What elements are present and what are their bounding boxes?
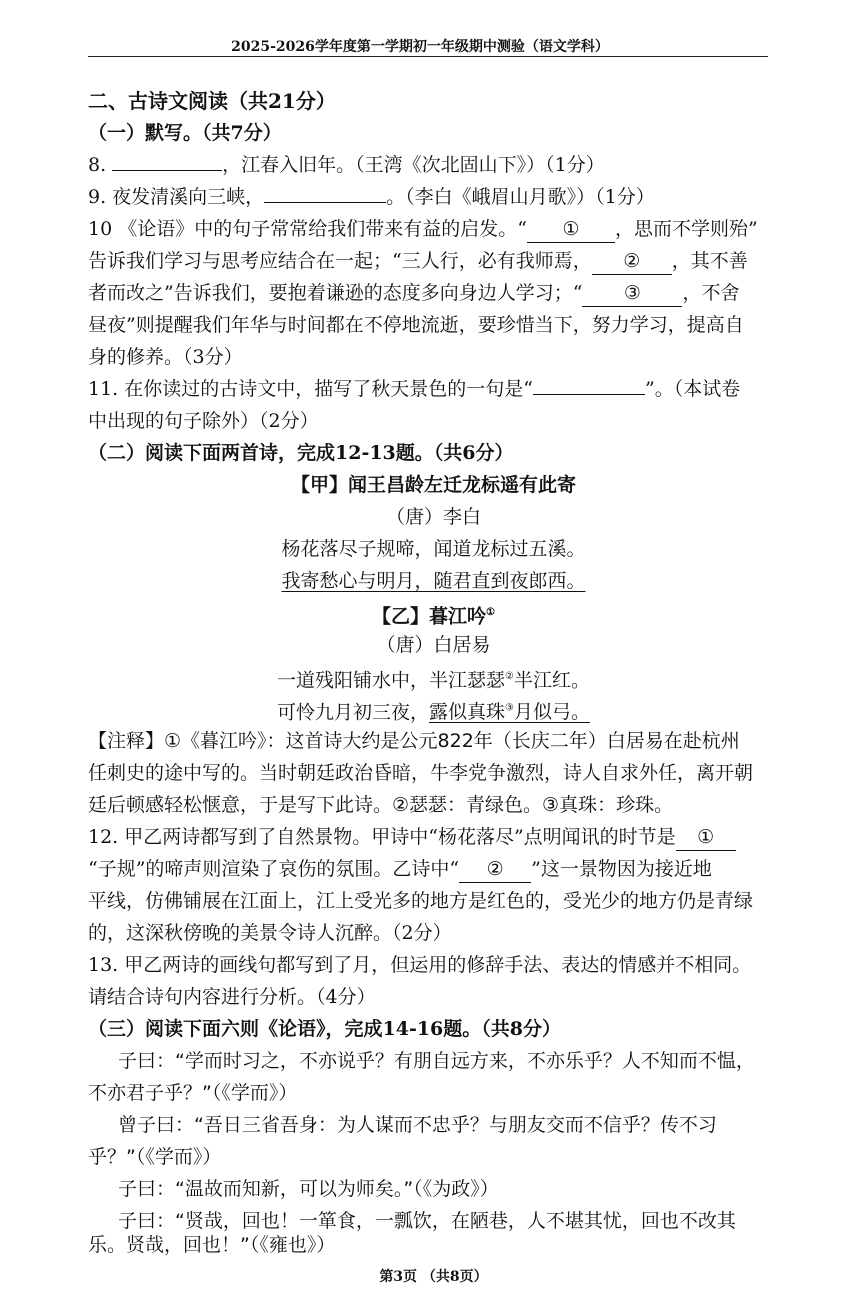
question-8: 8. ，江春入旧年。（王湾《次北固山下》）（1分）: [88, 154, 605, 176]
question-12-line4: 的，这深秋傍晚的美景令诗人沉醉。（2分）: [88, 922, 452, 944]
analects-1-line2: 不亦君子乎？”（《学而》）: [88, 1082, 298, 1104]
poem-a-author: （唐）李白: [385, 506, 481, 528]
page-footer: 第3页 （共8页）: [379, 1269, 488, 1285]
poem-b-author: （唐）白居易: [376, 634, 491, 656]
question-9: 9. 夜发清溪向三峡， 。（李白《峨眉山月歌》）（1分）: [88, 186, 655, 208]
question-12-line2: “子规”的啼声则渲染了哀伤的氛围。乙诗中“ ② ”这一景物因为接近地: [88, 856, 712, 883]
poem-b-line2: 可怜九月初三夜，露似真珠③月似弓。: [276, 701, 590, 724]
answer-blank[interactable]: [533, 394, 645, 395]
note-line3: 廷后顿感轻松惬意，于是写下此诗。②瑟瑟：青绿色。③真珠：珍珠。: [88, 794, 674, 816]
answer-blank-2[interactable]: ②: [592, 248, 672, 275]
question-10-line1: 10 《论语》中的句子常常给我们带来有益的启发。“ ① ，思而不学则殆”: [88, 216, 758, 243]
analects-4-line1: 子曰：“贤哉，回也！一箪食，一瓢饮，在陋巷，人不堪其忧，回也不改其: [118, 1210, 736, 1232]
question-11-line2: 中出现的句子除外）（2分）: [88, 410, 319, 432]
question-12-line1: 12. 甲乙两诗都写到了自然景物。甲诗中“杨花落尽”点明闻讯的时节是 ①: [88, 824, 736, 851]
question-11-line1: 11. 在你读过的古诗文中，描写了秋天景色的一句是“ ”。（本试卷: [88, 378, 741, 400]
analects-2-line2: 乎？”（《学而》）: [88, 1146, 222, 1168]
poem-a-line1: 杨花落尽子规啼，闻道龙标过五溪。: [281, 538, 586, 560]
analects-3-line1: 子曰：“温故而知新，可以为师矣。”（《为政》）: [118, 1178, 499, 1200]
analects-4-line2: 乐。贤哉，回也！”（《雍也》）: [88, 1234, 336, 1256]
poem-a-title: 【甲】闻王昌龄左迁龙标遥有此寄: [290, 474, 576, 496]
section-title: 二、古诗文阅读（共21分）: [88, 89, 336, 113]
header-rule: [88, 56, 768, 57]
part1-title: （一）默写。（共7分）: [88, 122, 282, 144]
poem-b-line1: 一道残阳铺水中，半江瑟瑟②半江红。: [277, 669, 590, 692]
poem-b-title: 【乙】暮江吟①: [372, 605, 495, 628]
analects-2-line1: 曾子曰：“吾日三省吾身：为人谋而不忠乎？与朋友交而不信乎？传不习: [118, 1114, 717, 1136]
answer-blank-1[interactable]: ①: [676, 824, 736, 851]
question-13-line2: 请结合诗句内容进行分析。（4分）: [88, 986, 376, 1008]
answer-blank[interactable]: [112, 170, 222, 171]
page-header: 2025-2026学年度第一学期初一年级期中测验（语文学科）: [231, 39, 609, 55]
note-line2: 任刺史的途中写的。当时朝廷政治昏暗，牛李党争激烈，诗人自求外任，离开朝: [88, 762, 754, 784]
poem-a-line2: 我寄愁心与明月，随君直到夜郎西。: [281, 570, 586, 592]
answer-blank[interactable]: [264, 202, 386, 203]
question-13-line1: 13. 甲乙两诗的画线句都写到了月，但运用的修辞手法、表达的情感并不相同。: [88, 954, 752, 976]
answer-blank-1[interactable]: ①: [527, 216, 615, 243]
question-10-line3: 者而改之”告诉我们，要抱着谦逊的态度多向身边人学习；“ ③ ，不舍: [88, 280, 739, 307]
answer-blank-2[interactable]: ②: [459, 856, 531, 883]
question-12-line3: 平线，仿佛铺展在江面上，江上受光多的地方是红色的，受光少的地方仍是青绿: [88, 890, 754, 912]
question-10-line2: 告诉我们学习与思考应结合在一起；“三人行，必有我师焉， ② ，其不善: [88, 248, 748, 275]
question-10-line4: 昼夜”则提醒我们年华与时间都在不停地流逝，要珍惜当下，努力学习，提高自: [88, 314, 744, 336]
part3-title: （三）阅读下面六则《论语》，完成14-16题。（共8分）: [88, 1018, 561, 1040]
analects-1-line1: 子曰：“学而时习之，不亦说乎？有朋自远方来，不亦乐乎？人不知而不愠，: [118, 1050, 755, 1072]
answer-blank-3[interactable]: ③: [582, 280, 682, 307]
note-line1: 【注释】①《暮江吟》：这首诗大约是公元822年（长庆二年）白居易在赴杭州: [88, 730, 740, 752]
part2-title: （二）阅读下面两首诗，完成12-13题。（共6分）: [88, 442, 514, 464]
question-10-line5: 身的修养。（3分）: [88, 346, 243, 368]
